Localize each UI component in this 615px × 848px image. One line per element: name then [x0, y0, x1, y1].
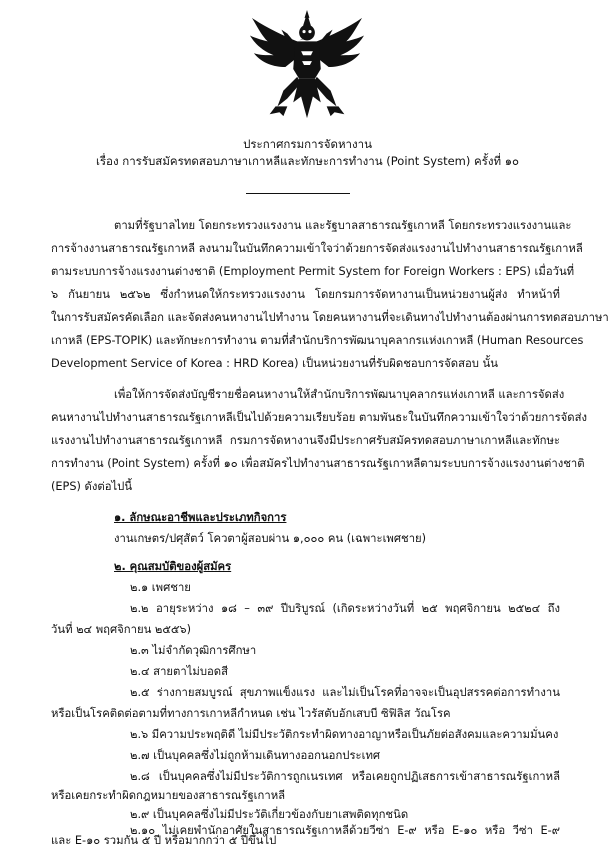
- qualification-item: ๒.๑ เพศชาย: [130, 581, 191, 594]
- para1-line: ตามที่รัฐบาลไทย โดยกระทรวงแรงงาน และรัฐบาลสาธารณรัฐเกาหลี โดยกระทรวงแรงงานและ: [114, 219, 572, 232]
- section1-text: งานเกษตร/ปศุสัตว์ โควตาผู้สอบผ่าน ๑,๐๐๐ คน (เฉพาะเพศชาย): [114, 532, 427, 545]
- para1-line: ในการรับสมัครคัดเลือก และจัดส่งคนหางานไปทำงาน โดยคนหางานที่จะเดินทางไปทำงานต้องผ่านการทดสอบภาษา: [51, 311, 609, 324]
- para2-line: แรงงานไปทำงานสาธารณรัฐเกาหลี กรมการจัดหางานจึงมีประกาศรับสมัครทดสอบภาษาเกาหลีและทักษะ: [51, 434, 560, 447]
- garuda-emblem: [248, 8, 366, 126]
- qualification-item: ๒.๘ เป็นบุคคลซึ่งไม่มีประวัติการถูกเนรเทศ หรือเคยถูกปฏิเสธการเข้าสาธารณรัฐเกาหลี: [130, 770, 560, 783]
- qualification-item: ๒.๖ มีความประพฤติดี ไม่มีประวัติกระทำผิดทางอาญาหรือเป็นภัยต่อสังคมและความมั่นคง: [130, 728, 559, 741]
- qualification-item: ๒.๕ ร่างกายสมบูรณ์ สุขภาพแข็งแรง และไม่เป็นโรคที่อาจจะเป็นอุปสรรคต่อการทำงาน: [130, 686, 560, 699]
- qualification-item: ๒.๒ อายุระหว่าง ๑๘ – ๓๙ ปีบริบูรณ์ (เกิดระหว่างวันที่ ๒๕ พฤศจิกายน ๒๕๒๔ ถึง: [130, 602, 560, 615]
- qualification-item: ๒.๙ เป็นบุคคลซึ่งไม่มีประวัติเกี่ยวข้องกับยาเสพติดทุกชนิด: [130, 808, 409, 821]
- para2-line: คนหางานไปทำงานสาธารณรัฐเกาหลีเป็นไปด้วยความเรียบร้อย ตามพันธะในบันทึกความเข้าใจว่าด้วยการจัดส่ง: [51, 411, 588, 424]
- qualification-item: ๒.๓ ไม่จำกัดวุฒิการศึกษา: [130, 644, 257, 657]
- para1-line: ตามระบบการจ้างแรงงานต่างชาติ (Employment Permit System for Foreign Workers : EPS) เมื่อวันที่: [51, 265, 575, 278]
- section1-heading: ๑. ลักษณะอาชีพและประเภทกิจการ: [114, 511, 287, 524]
- qualification-item-continued: และ E-๑๐ รวมกัน ๕ ปี หรือมากกว่า ๕ ปีขึ้นไป: [51, 834, 277, 847]
- para2-line: (EPS) ดังต่อไปนี้: [51, 480, 133, 493]
- para1-line: Development Service of Korea : HRD Korea) เป็นหน่วยงานที่รับผิดชอบการจัดสอบ นั้น: [51, 357, 498, 370]
- para2-line: การทำงาน (Point System) ครั้งที่ ๑๐ เพื่อสมัครไปทำงานสาธารณรัฐเกาหลีตามระบบการจ้างแรงงานต่างชาติ: [51, 457, 585, 470]
- qualification-item: ๒.๑๐ ไม่เคยพำนักอาศัยในสาธารณรัฐเกาหลีด้วยวีซ่า E-๙ หรือ E-๑๐ หรือ วีซ่า E-๙: [130, 824, 560, 837]
- para1-line: ๖ กันยายน ๒๕๖๒ ซึ่งกำหนดให้กระทรวงแรงงาน โดยกรมการจัดหางานเป็นหน่วยงานผู้ส่ง ทำหน้าที่: [51, 288, 560, 301]
- qualification-item-continued: หรือเป็นโรคติดต่อตามที่ทางการเกาหลีกำหนด เช่น ไวรัสตับอักเสบบี ซิฟิลิส วัณโรค: [51, 707, 451, 720]
- para2-line: เพื่อให้การจัดส่งบัญชีรายชื่อคนหางานให้สำนักบริการพัฒนาบุคลากรแห่งเกาหลี และการจัดส่ง: [114, 388, 565, 401]
- section2-heading: ๒. คุณสมบัติของผู้สมัคร: [114, 560, 232, 573]
- para1-line: การจ้างงานสาธารณรัฐเกาหลี ลงนามในบันทึกความเข้าใจว่าด้วยการจัดส่งแรงงานไปทำงานสาธารณรัฐเกาหลี: [51, 242, 583, 255]
- announcement-subject: เรื่อง การรับสมัครทดสอบภาษาเกาหลีและทักษะการทำงาน (Point System) ครั้งที่ ๑๐: [95, 154, 520, 168]
- qualification-item-continued: หรือเคยกระทำผิดกฎหมายของสาธารณรัฐเกาหลี: [51, 789, 286, 802]
- qualification-item: ๒.๗ เป็นบุคคลซึ่งไม่ถูกห้ามเดินทางออกนอกประเทศ: [130, 749, 381, 762]
- announcement-title: ประกาศกรมการจัดหางาน: [243, 137, 372, 151]
- para1-line: เกาหลี (EPS-TOPIK) และทักษะการทำงาน ตามที่สำนักบริการพัฒนาบุคลากรแห่งเกาหลี (Human Resources: [51, 334, 584, 347]
- qualification-item-continued: วันที่ ๒๔ พฤศจิกายน ๒๕๕๖): [51, 623, 192, 636]
- qualification-item: ๒.๔ สายตาไม่บอดสี: [130, 665, 229, 678]
- header-divider: [246, 193, 350, 194]
